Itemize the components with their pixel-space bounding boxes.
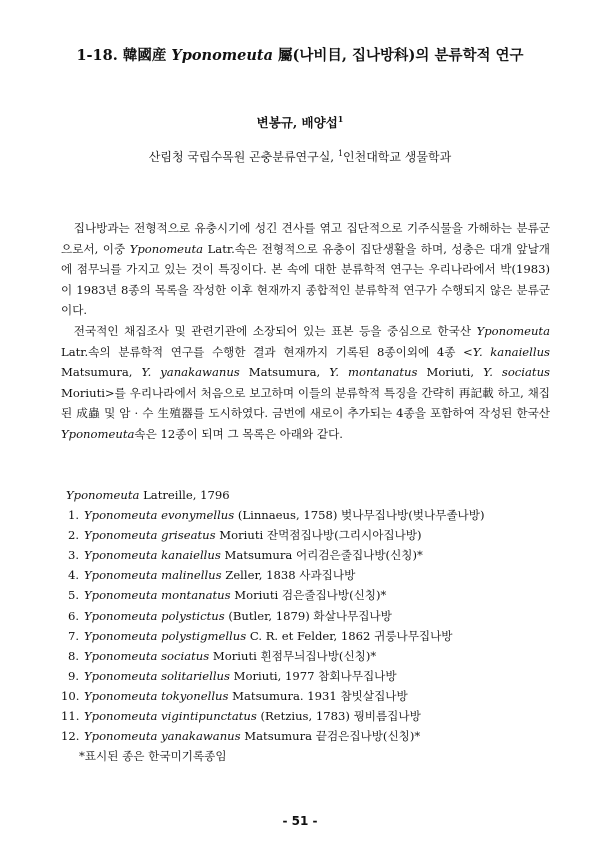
item-species: tokyonellus: [161, 688, 229, 703]
item-genus: Yponomeuta: [84, 528, 158, 543]
item-genus: Yponomeuta: [84, 508, 158, 523]
item-genus: Yponomeuta: [84, 568, 158, 583]
item-genus: Yponomeuta: [84, 628, 158, 643]
item-number: 5.: [67, 588, 79, 603]
item-genus: Yponomeuta: [84, 648, 158, 663]
item-number: 1.: [67, 508, 79, 523]
p2-species-1: Y. kanaiellus: [472, 344, 550, 359]
p2-text-b: Latr.속의 분류학적 연구를 수행한 결과 현재까지 기록된 8종이외에 4종 <: [61, 344, 473, 359]
item-species: montanatus: [161, 588, 231, 603]
list-item: [61, 626, 550, 646]
list-item: [61, 525, 550, 545]
item-number: 6.: [67, 608, 79, 623]
item-number: 4.: [67, 568, 79, 583]
item-genus: Yponomeuta: [84, 588, 158, 603]
item-species: sociatus: [161, 648, 210, 663]
item-number: 10.: [61, 688, 80, 703]
species-items: [61, 505, 550, 746]
affiliation: [0, 148, 600, 165]
item-number: 12.: [61, 729, 80, 744]
item-genus: Yponomeuta: [84, 548, 158, 563]
title-prefix: 1-18. 韓國産: [76, 47, 172, 64]
p2-text-g: 속은 12종이 되며 그 목록은 아래와 같다.: [134, 426, 343, 441]
item-genus: Yponomeuta: [84, 729, 158, 744]
genus-heading: [66, 485, 550, 505]
list-item: [61, 646, 550, 666]
list-item: [61, 686, 550, 706]
p2-text-f: Moriuti>를 우리나라에서 처음으로 보고하며 이들의 분류학적 특징을 간략히 再記載 하고, 채집된 成蟲 및 암 · 수 生殖器를 도시하였다. 금번에 새로이 추가되는 4종을 포함하여 작성된 한국산: [61, 385, 550, 421]
item-number: 3.: [67, 548, 79, 563]
paragraph-1: [61, 218, 550, 321]
page-number: - 51 -: [282, 814, 318, 828]
item-rest: Matsumura 끝검은집나방(신칭)*: [240, 729, 421, 744]
affiliation-part1: 산림청 국립수목원 곤충분류연구실,: [148, 150, 338, 164]
item-number: 9.: [67, 668, 79, 683]
author-sup: 1: [337, 113, 344, 124]
p2-species-4: Y. sociatus: [483, 365, 550, 380]
paragraph-2: [61, 321, 550, 445]
item-rest: Moriuti 흰점무늬집나방(신칭)*: [209, 648, 377, 663]
item-rest: (Butler, 1879) 화살나무집나방: [224, 608, 392, 623]
list-item: [61, 726, 550, 746]
item-rest: Moriuti, 1977 참회나무집나방: [229, 668, 397, 683]
p1-text: 집나방과는 전형적으로 유충시기에 성긴 견사를 엮고 집단적으로 기주식물을 가해하는 분류군으로서, 이중: [61, 221, 550, 256]
genus-name: Yponomeuta: [66, 488, 140, 502]
item-number: 11.: [61, 709, 80, 724]
p2-text-e: Moriuti,: [417, 365, 484, 380]
list-item: [61, 505, 550, 525]
item-species: malinellus: [161, 568, 222, 583]
affiliation-sup: 1: [337, 149, 344, 158]
paper-title: [0, 44, 600, 65]
list-item: [61, 606, 550, 626]
list-item: [61, 565, 550, 585]
item-species: solitariellus: [161, 668, 230, 683]
abstract-body: [61, 218, 550, 445]
item-species: evonymellus: [161, 508, 235, 523]
item-rest: C. R. et Felder, 1862 귀룽나무집나방: [246, 628, 453, 643]
authors: [0, 113, 600, 131]
item-rest: (Retzius, 1783) 꿩비름집나방: [256, 709, 421, 724]
item-number: 2.: [67, 528, 79, 543]
list-item: [61, 585, 550, 605]
item-number: 7.: [67, 628, 79, 643]
item-rest: Matsumura. 1931 참빗살집나방: [228, 688, 408, 703]
item-rest: Matsumura 어리검은줄집나방(신칭)*: [220, 548, 423, 563]
item-rest: Moriuti 검은줄집나방(신칭)*: [230, 588, 387, 603]
item-species: vigintipunctatus: [161, 709, 257, 724]
species-list: [61, 485, 550, 766]
item-number: 8.: [67, 648, 79, 663]
title-suffix: 屬(나비目, 집나방科)의 분류학적 연구: [278, 47, 524, 64]
item-genus: Yponomeuta: [84, 668, 158, 683]
list-item: [61, 666, 550, 686]
author-names: 변봉규, 배양섭: [256, 115, 338, 130]
item-species: kanaiellus: [161, 548, 221, 563]
list-note: *표시된 종은 한국미기록종임: [79, 749, 227, 764]
p2-text-d: Matsumura,: [239, 365, 330, 380]
p2-text-c: Matsumura,: [61, 365, 142, 380]
item-species: polystictus: [161, 608, 225, 623]
p2-species-3: Y. montanatus: [329, 365, 418, 380]
p1-genus: Yponomeuta: [129, 241, 204, 256]
item-species: griseatus: [161, 528, 216, 543]
item-genus: Yponomeuta: [84, 709, 158, 724]
list-item: [61, 706, 550, 726]
item-species: polystigmellus: [161, 628, 247, 643]
item-genus: Yponomeuta: [84, 608, 158, 623]
list-item: [61, 545, 550, 565]
item-rest: (Linnaeus, 1758) 벚나무집나방(벚나무졸나방): [234, 508, 485, 523]
p2-species-2: Y. yanakawanus: [141, 365, 240, 380]
item-rest: Zeller, 1838 사과집나방: [221, 568, 356, 583]
p1-text-b: Latr.속은 전형적으로 유충이 집단생활을 하며, 성충은 대개 앞날개에 점무늬를 가지고 있는 것이 특징이다. 본 속에 대한 분류학적 연구는 우리나라에서 박(1983)이 1983년 8종의 목록을 작성한 이후 현재까지 종합적인 분류학적 연구가 수행되지 않은 분류군이다.: [61, 241, 550, 318]
affiliation-part2: 인천대학교 생물학과: [343, 150, 452, 164]
item-rest: Moriuti 잔먹점집나방(그리시아집나방): [215, 528, 422, 543]
p2-genus-2: Yponomeuta: [61, 426, 135, 441]
item-genus: Yponomeuta: [84, 688, 158, 703]
p2-text-a: 전국적인 채집조사 및 관련기관에 소장되어 있는 표본 등을 중심으로 한국산: [73, 323, 477, 338]
p2-genus: Yponomeuta: [476, 323, 550, 338]
title-genus: Yponomeuta: [171, 47, 273, 64]
item-species: yanakawanus: [161, 729, 241, 744]
genus-author: Latreille, 1796: [139, 488, 230, 502]
